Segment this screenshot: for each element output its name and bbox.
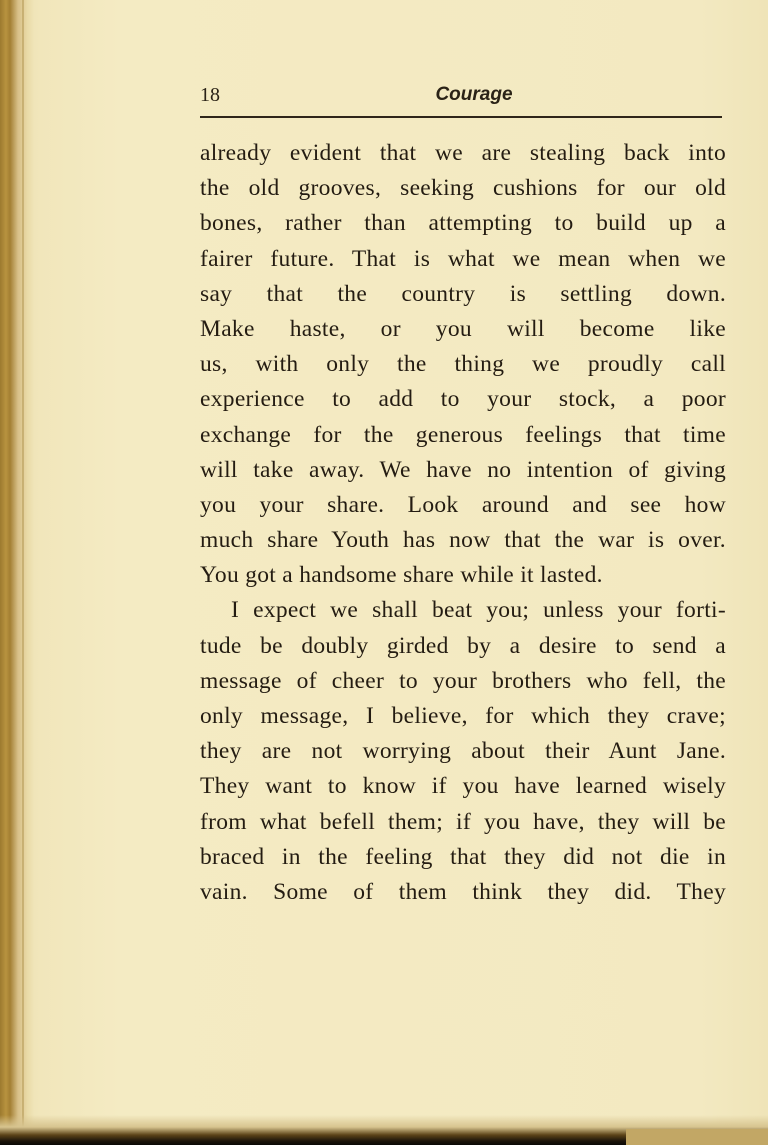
text-line: Make haste, or you will become like [200, 315, 726, 342]
page-corner [626, 1129, 768, 1145]
text-line: the old grooves, seeking cushions for our old [200, 175, 726, 202]
text-line: exchange for the generous feelings that time [200, 421, 726, 448]
text-line: bones, rather than attempting to build up a [200, 210, 726, 237]
text-line: You got a handsome share while it lasted. [200, 562, 603, 589]
text-line: you your share. Look around and see how [200, 491, 726, 518]
text-line: braced in the feeling that they did not die in [200, 843, 726, 870]
header-rule [200, 116, 722, 118]
text-line: experience to add to your stock, a poor [200, 386, 726, 413]
running-head: Courage [435, 84, 513, 105]
text-line: will take away. We have no intention of giving [200, 456, 726, 483]
text-line: us, with only the thing we proudly call [200, 351, 726, 378]
gutter-line [22, 0, 24, 1145]
text-line: they are not worrying about their Aunt Jane. [200, 738, 726, 765]
text-line: from what befell them; if you have, they will be [200, 808, 726, 835]
text-line: already evident that we are stealing back into [200, 140, 726, 166]
text-line: I expect we shall beat you; unless your forti- [231, 597, 726, 624]
text-line: only message, I believe, for which they crave; [200, 703, 726, 729]
text-line: fairer future. That is what we mean when we [200, 245, 726, 272]
text-line: say that the country is settling down. [200, 280, 726, 307]
text-line: They want to know if you have learned wisely [200, 773, 726, 800]
page-number: 18 [200, 84, 220, 106]
body-text [200, 136, 726, 910]
text-line: much share Youth has now that the war is over. [200, 527, 726, 554]
page-binding-edge [0, 0, 34, 1145]
text-line: message of cheer to your brothers who fell, the [200, 667, 726, 694]
page-header [200, 84, 720, 114]
paragraph-2 [200, 593, 726, 910]
paragraph-1 [200, 136, 726, 593]
text-line: tude be doubly girded by a desire to send a [200, 632, 726, 659]
text-line: vain. Some of them think they did. They [200, 878, 726, 905]
